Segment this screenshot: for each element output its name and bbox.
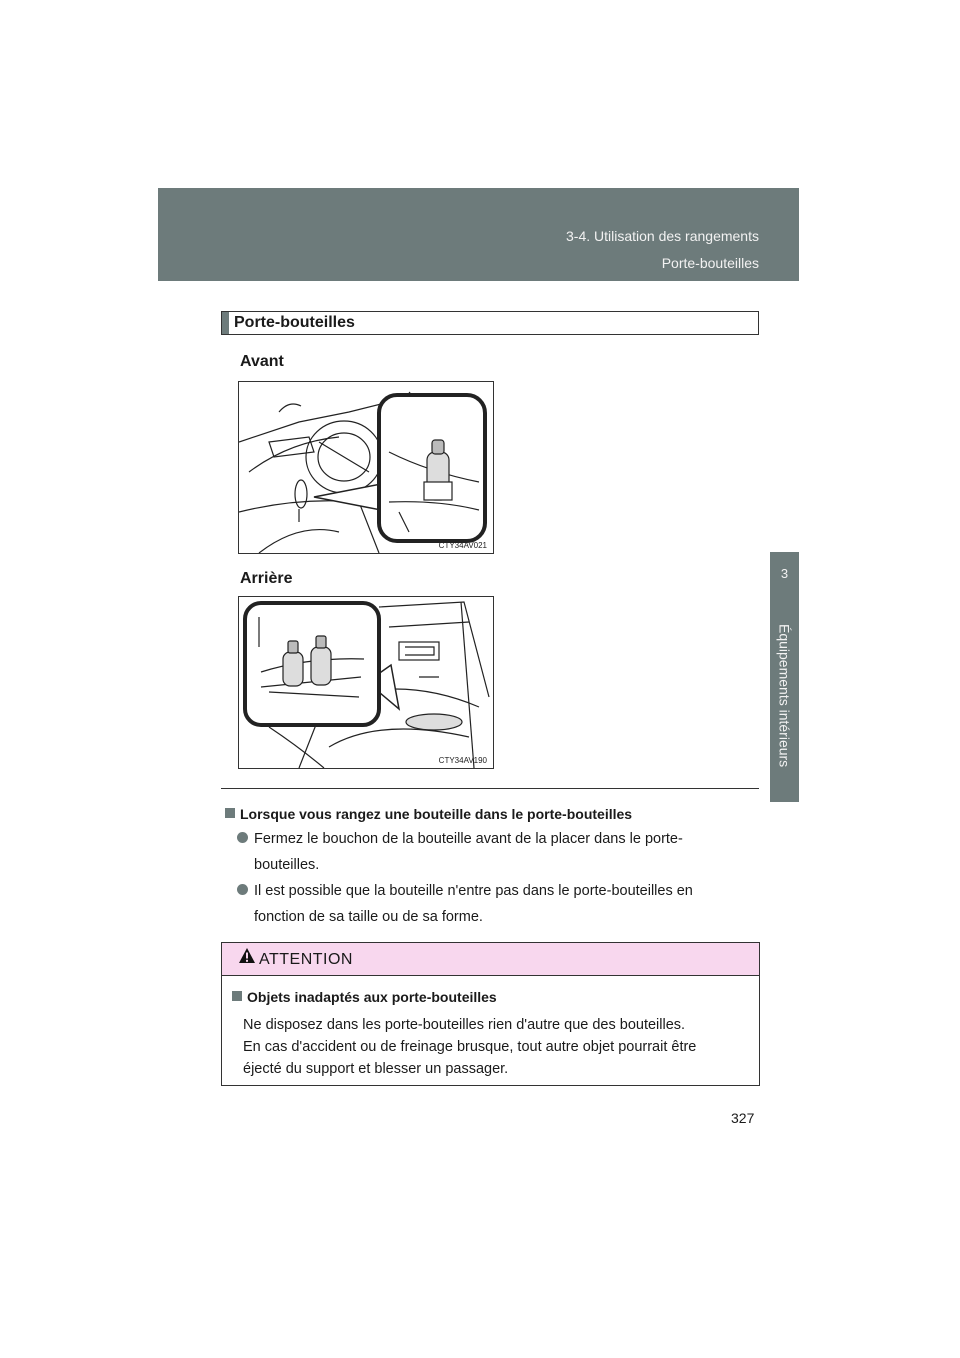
warning-line-3: éjecté du support et blesser un passager.: [243, 1061, 509, 1077]
rear-figure-code: CTY34AV190: [438, 756, 487, 765]
warning-header-text: ATTENTION: [259, 951, 353, 968]
notes-title-text: Lorsque vous rangez une bouteille dans le porte-bouteilles: [240, 806, 633, 822]
note-bullet-1: [237, 826, 743, 878]
section-title-text: Porte-bouteilles: [234, 314, 355, 331]
note-1-line-2: bouteilles.: [254, 857, 320, 873]
warning-line-1: Ne disposez dans les porte-bouteilles rien d'autre que des bouteilles.: [243, 1017, 686, 1033]
front-figure-code: CTY34AV021: [438, 541, 487, 550]
page-number: 327: [731, 1110, 755, 1126]
page-header: [158, 188, 799, 281]
warning-triangle-icon: [238, 947, 256, 964]
section-title: [221, 311, 759, 335]
note-bullet-2: [237, 878, 743, 930]
bullet-dot-icon: [237, 884, 248, 895]
rear-illustration: [238, 596, 494, 769]
note-1-line-1: Fermez le bouchon de la bouteille avant de la placer dans le porte-: [254, 831, 683, 847]
note-2-line-2: fonction de sa taille ou de sa forme.: [254, 909, 483, 925]
notes-title: [225, 806, 632, 822]
warning-subtitle-text: Objets inadaptés aux porte-bouteilles: [247, 989, 497, 1005]
warning-text: [243, 1014, 754, 1080]
warning-body: [232, 989, 754, 1080]
chapter-label: Équipements intérieurs: [776, 624, 793, 768]
bullet-dot-icon: [237, 832, 248, 843]
front-illustration: [238, 381, 494, 554]
front-label: Avant: [240, 353, 284, 370]
warning-box: [221, 942, 760, 1086]
section-divider: [221, 788, 759, 789]
warning-subtitle: [232, 989, 754, 1005]
warning-header: [222, 943, 759, 976]
square-bullet-icon: [225, 808, 235, 818]
chapter-side-tab[interactable]: [770, 552, 799, 802]
chapter-title: 3-4. Utilisation des rangements: [566, 228, 759, 244]
warning-line-2: En cas d'accident ou de freinage brusque, tout autre objet pourrait être: [243, 1039, 697, 1055]
square-bullet-icon: [232, 991, 242, 1001]
title-bar-accent: [222, 312, 229, 334]
rear-label: Arrière: [240, 570, 293, 587]
front-console-drawing: [239, 382, 493, 553]
note-2-line-1: Il est possible que la bouteille n'entre pas dans le porte-bouteilles en: [254, 883, 693, 899]
rear-door-drawing: [239, 597, 493, 768]
chapter-number: 3: [780, 566, 789, 581]
topic-title: Porte-bouteilles: [661, 255, 759, 271]
